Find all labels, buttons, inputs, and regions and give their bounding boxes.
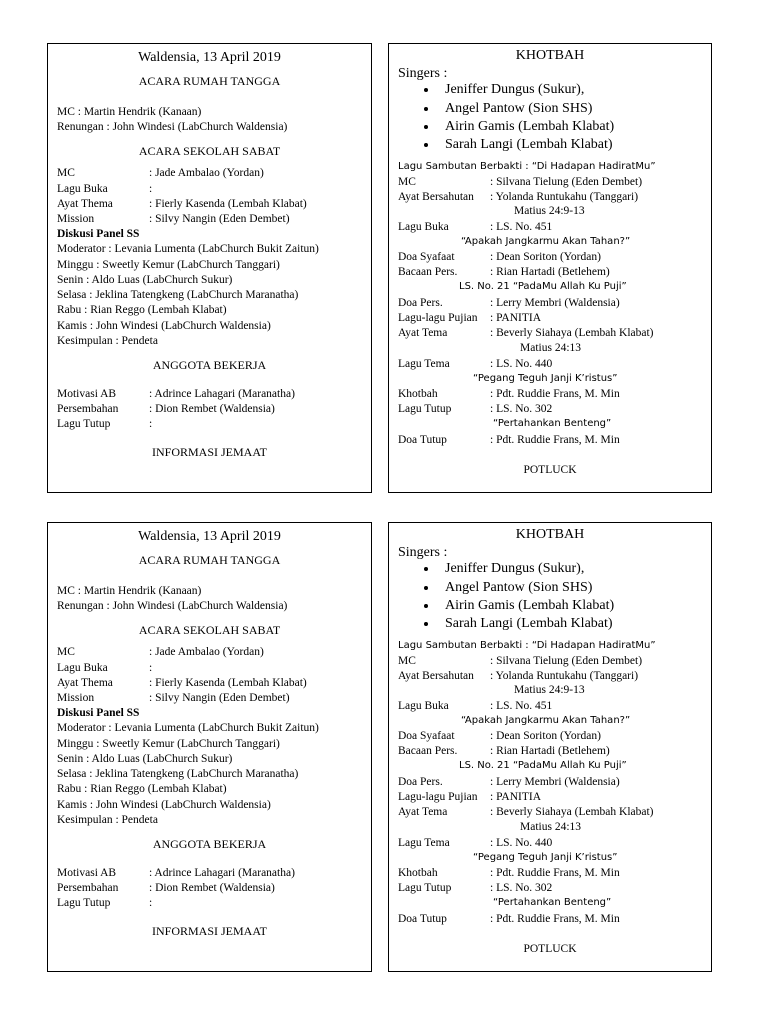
program-value: : PANITIA bbox=[490, 312, 542, 324]
mc-line: MC : Martin Hendrik (Kanaan) bbox=[57, 585, 202, 597]
program-value: : LS. No. 451 bbox=[490, 700, 553, 712]
sabbath-label: Mission bbox=[57, 692, 95, 704]
sabbath-value: : bbox=[149, 662, 153, 674]
section-heading-sekolah-sabat: ACARA SEKOLAH SABAT bbox=[138, 144, 281, 158]
ab-label: Lagu Tutup bbox=[57, 897, 111, 909]
khotbah-title: KHOTBAH bbox=[515, 48, 585, 63]
scripture-reference: Matius 24:9-13 bbox=[514, 205, 585, 217]
bullet-icon bbox=[424, 622, 428, 626]
song-title: “Apakah Jangkarmu Akan Tahan?” bbox=[461, 236, 631, 247]
program-label: Bacaan Pers. bbox=[398, 266, 458, 278]
sabbath-value: : Fierly Kasenda (Lembah Klabat) bbox=[149, 198, 307, 210]
bullet-icon bbox=[424, 125, 428, 129]
bullet-icon bbox=[424, 567, 428, 571]
sambutan-line: Lagu Sambutan Berbakti : “Di Hadapan HadiratMu” bbox=[398, 640, 656, 651]
panel-line: Selasa : Jeklina Tatengkeng (LabChurch Maranatha) bbox=[57, 768, 299, 780]
program-value: : LS. No. 440 bbox=[490, 837, 553, 849]
panel-line: Rabu : Rian Reggo (Lembah Klabat) bbox=[57, 304, 227, 316]
song-title: LS. No. 21 “PadaMu Allah Ku Puji” bbox=[459, 281, 627, 292]
panel-line: Senin : Aldo Luas (LabChurch Sukur) bbox=[57, 753, 233, 765]
panel-title: Diskusi Panel SS bbox=[57, 707, 140, 719]
section-heading-informasi: INFORMASI JEMAAT bbox=[151, 445, 267, 459]
program-value: : LS. No. 451 bbox=[490, 221, 553, 233]
ab-label: Motivasi AB bbox=[57, 388, 117, 400]
program-label: MC bbox=[398, 655, 416, 667]
date-title: Waldensia, 13 April 2019 bbox=[138, 50, 281, 65]
singers-label: Singers : bbox=[398, 545, 448, 560]
program-label: Lagu Buka bbox=[398, 700, 449, 712]
program-value: : Pdt. Ruddie Frans, M. Min bbox=[490, 867, 620, 879]
program-card-left bbox=[48, 523, 371, 971]
song-title: “Pegang Teguh Janji K’ristus” bbox=[473, 373, 618, 384]
song-title: “Pertahankan Benteng” bbox=[493, 418, 612, 429]
singer-item: Angel Pantow (Sion SHS) bbox=[445, 101, 593, 116]
program-value: : LS. No. 440 bbox=[490, 358, 553, 370]
program-value: : Rian Hartadi (Betlehem) bbox=[490, 745, 610, 757]
renungan-line: Renungan : John Windesi (LabChurch Waldensia) bbox=[57, 121, 288, 133]
left-card-top bbox=[47, 43, 372, 493]
sabbath-label: Mission bbox=[57, 213, 95, 225]
program-value: : Silvana Tielung (Eden Dembet) bbox=[490, 655, 643, 667]
panel-line: Senin : Aldo Luas (LabChurch Sukur) bbox=[57, 274, 233, 286]
sabbath-label: MC bbox=[57, 646, 75, 658]
panel-line: Moderator : Levania Lumenta (LabChurch Bukit Zaitun) bbox=[57, 722, 319, 734]
program-label: Lagu Tema bbox=[398, 358, 450, 370]
program-value: : Pdt. Ruddie Frans, M. Min bbox=[490, 388, 620, 400]
panel-line: Kamis : John Windesi (LabChurch Waldensia) bbox=[57, 799, 271, 811]
panel-title: Diskusi Panel SS bbox=[57, 228, 140, 240]
program-label: Ayat Tema bbox=[398, 327, 448, 339]
bullet-icon bbox=[424, 604, 428, 608]
bullet-icon bbox=[424, 107, 428, 111]
program-value: : Lerry Membri (Waldensia) bbox=[490, 776, 620, 788]
singer-item: Airin Gamis (Lembah Klabat) bbox=[445, 598, 615, 613]
program-card-left bbox=[48, 44, 371, 492]
program-label: Doa Syafaat bbox=[398, 251, 455, 263]
singer-item: Airin Gamis (Lembah Klabat) bbox=[445, 119, 615, 134]
program-label: Doa Pers. bbox=[398, 297, 443, 309]
program-value: : Dean Soriton (Yordan) bbox=[490, 730, 601, 742]
ab-value: : Adrince Lahagari (Maranatha) bbox=[149, 867, 295, 879]
khotbah-title: KHOTBAH bbox=[515, 527, 585, 542]
program-label: Khotbah bbox=[398, 867, 438, 879]
panel-line: Minggu : Sweetly Kemur (LabChurch Tanggari) bbox=[57, 738, 280, 750]
program-label: Ayat Bersahutan bbox=[398, 670, 474, 682]
singer-item: Angel Pantow (Sion SHS) bbox=[445, 580, 593, 595]
program-value: : Lerry Membri (Waldensia) bbox=[490, 297, 620, 309]
program-label: Khotbah bbox=[398, 388, 438, 400]
section-heading-informasi: INFORMASI JEMAAT bbox=[151, 924, 267, 938]
ab-label: Persembahan bbox=[57, 882, 119, 894]
section-heading-anggota: ANGGOTA BEKERJA bbox=[152, 358, 267, 372]
right-card-bottom bbox=[388, 522, 712, 972]
ab-label: Lagu Tutup bbox=[57, 418, 111, 430]
program-label: Doa Tutup bbox=[398, 913, 447, 925]
left-card-bottom bbox=[47, 522, 372, 972]
program-value: : Rian Hartadi (Betlehem) bbox=[490, 266, 610, 278]
singer-item: Jeniffer Dungus (Sukur), bbox=[445, 82, 585, 97]
program-value: : Silvana Tielung (Eden Dembet) bbox=[490, 176, 643, 188]
program-value: : Pdt. Ruddie Frans, M. Min bbox=[490, 913, 620, 925]
panel-line: Moderator : Levania Lumenta (LabChurch Bukit Zaitun) bbox=[57, 243, 319, 255]
bullet-icon bbox=[424, 88, 428, 92]
sabbath-value: : Silvy Nangin (Eden Dembet) bbox=[149, 213, 290, 225]
program-label: Ayat Bersahutan bbox=[398, 191, 474, 203]
singer-item: Sarah Langi (Lembah Klabat) bbox=[445, 137, 613, 152]
ab-value: : Adrince Lahagari (Maranatha) bbox=[149, 388, 295, 400]
program-label: Lagu-lagu Pujian bbox=[398, 791, 478, 803]
ab-value: : bbox=[149, 418, 153, 430]
panel-line: Kesimpulan : Pendeta bbox=[57, 814, 158, 826]
section-heading-rumah-tangga: ACARA RUMAH TANGGA bbox=[138, 553, 281, 567]
program-label: Lagu Tutup bbox=[398, 403, 452, 415]
potluck-label: POTLUCK bbox=[523, 943, 577, 955]
sabbath-label: Ayat Thema bbox=[57, 198, 113, 210]
scripture-reference: Matius 24:13 bbox=[520, 342, 582, 354]
singer-item: Jeniffer Dungus (Sukur), bbox=[445, 561, 585, 576]
sabbath-value: : Jade Ambalao (Yordan) bbox=[149, 646, 264, 658]
program-value: : Dean Soriton (Yordan) bbox=[490, 251, 601, 263]
ab-label: Persembahan bbox=[57, 403, 119, 415]
program-label: Bacaan Pers. bbox=[398, 745, 458, 757]
scripture-reference: Matius 24:9-13 bbox=[514, 684, 585, 696]
program-card-right bbox=[389, 44, 711, 492]
section-heading-sekolah-sabat: ACARA SEKOLAH SABAT bbox=[138, 623, 281, 637]
program-label: Lagu Buka bbox=[398, 221, 449, 233]
song-title: “Apakah Jangkarmu Akan Tahan?” bbox=[461, 715, 631, 726]
program-label: MC bbox=[398, 176, 416, 188]
program-value: : Pdt. Ruddie Frans, M. Min bbox=[490, 434, 620, 446]
panel-line: Kesimpulan : Pendeta bbox=[57, 335, 158, 347]
ab-value: : Dion Rembet (Waldensia) bbox=[149, 882, 275, 894]
program-label: Lagu Tutup bbox=[398, 882, 452, 894]
potluck-label: POTLUCK bbox=[523, 464, 577, 476]
panel-line: Rabu : Rian Reggo (Lembah Klabat) bbox=[57, 783, 227, 795]
ab-label: Motivasi AB bbox=[57, 867, 117, 879]
sabbath-value: : bbox=[149, 183, 153, 195]
ab-value: : Dion Rembet (Waldensia) bbox=[149, 403, 275, 415]
song-title: LS. No. 21 “PadaMu Allah Ku Puji” bbox=[459, 760, 627, 771]
singers-label: Singers : bbox=[398, 66, 448, 81]
sambutan-line: Lagu Sambutan Berbakti : “Di Hadapan HadiratMu” bbox=[398, 161, 656, 172]
program-label: Lagu-lagu Pujian bbox=[398, 312, 478, 324]
section-heading-rumah-tangga: ACARA RUMAH TANGGA bbox=[138, 74, 281, 88]
scripture-reference: Matius 24:13 bbox=[520, 821, 582, 833]
bullet-icon bbox=[424, 586, 428, 590]
sabbath-value: : Fierly Kasenda (Lembah Klabat) bbox=[149, 677, 307, 689]
program-value: : LS. No. 302 bbox=[490, 403, 553, 415]
sabbath-value: : Silvy Nangin (Eden Dembet) bbox=[149, 692, 290, 704]
program-value: : LS. No. 302 bbox=[490, 882, 553, 894]
date-title: Waldensia, 13 April 2019 bbox=[138, 529, 281, 544]
song-title: “Pertahankan Benteng” bbox=[493, 897, 612, 908]
program-value: : PANITIA bbox=[490, 791, 542, 803]
sabbath-label: MC bbox=[57, 167, 75, 179]
program-value: : Beverly Siahaya (Lembah Klabat) bbox=[490, 327, 654, 339]
program-value: : Yolanda Runtukahu (Tanggari) bbox=[490, 670, 639, 682]
program-label: Doa Pers. bbox=[398, 776, 443, 788]
panel-line: Minggu : Sweetly Kemur (LabChurch Tanggari) bbox=[57, 259, 280, 271]
program-value: : Beverly Siahaya (Lembah Klabat) bbox=[490, 806, 654, 818]
sabbath-label: Ayat Thema bbox=[57, 677, 113, 689]
panel-line: Kamis : John Windesi (LabChurch Waldensia) bbox=[57, 320, 271, 332]
program-card-right bbox=[389, 523, 711, 971]
program-value: : Yolanda Runtukahu (Tanggari) bbox=[490, 191, 639, 203]
program-label: Doa Syafaat bbox=[398, 730, 455, 742]
singer-item: Sarah Langi (Lembah Klabat) bbox=[445, 616, 613, 631]
right-card-top bbox=[388, 43, 712, 493]
sabbath-label: Lagu Buka bbox=[57, 662, 108, 674]
ab-value: : bbox=[149, 897, 153, 909]
song-title: “Pegang Teguh Janji K’ristus” bbox=[473, 852, 618, 863]
sabbath-value: : Jade Ambalao (Yordan) bbox=[149, 167, 264, 179]
program-label: Lagu Tema bbox=[398, 837, 450, 849]
sabbath-label: Lagu Buka bbox=[57, 183, 108, 195]
bullet-icon bbox=[424, 143, 428, 147]
program-label: Doa Tutup bbox=[398, 434, 447, 446]
section-heading-anggota: ANGGOTA BEKERJA bbox=[152, 837, 267, 851]
panel-line: Selasa : Jeklina Tatengkeng (LabChurch Maranatha) bbox=[57, 289, 299, 301]
mc-line: MC : Martin Hendrik (Kanaan) bbox=[57, 106, 202, 118]
program-label: Ayat Tema bbox=[398, 806, 448, 818]
renungan-line: Renungan : John Windesi (LabChurch Waldensia) bbox=[57, 600, 288, 612]
